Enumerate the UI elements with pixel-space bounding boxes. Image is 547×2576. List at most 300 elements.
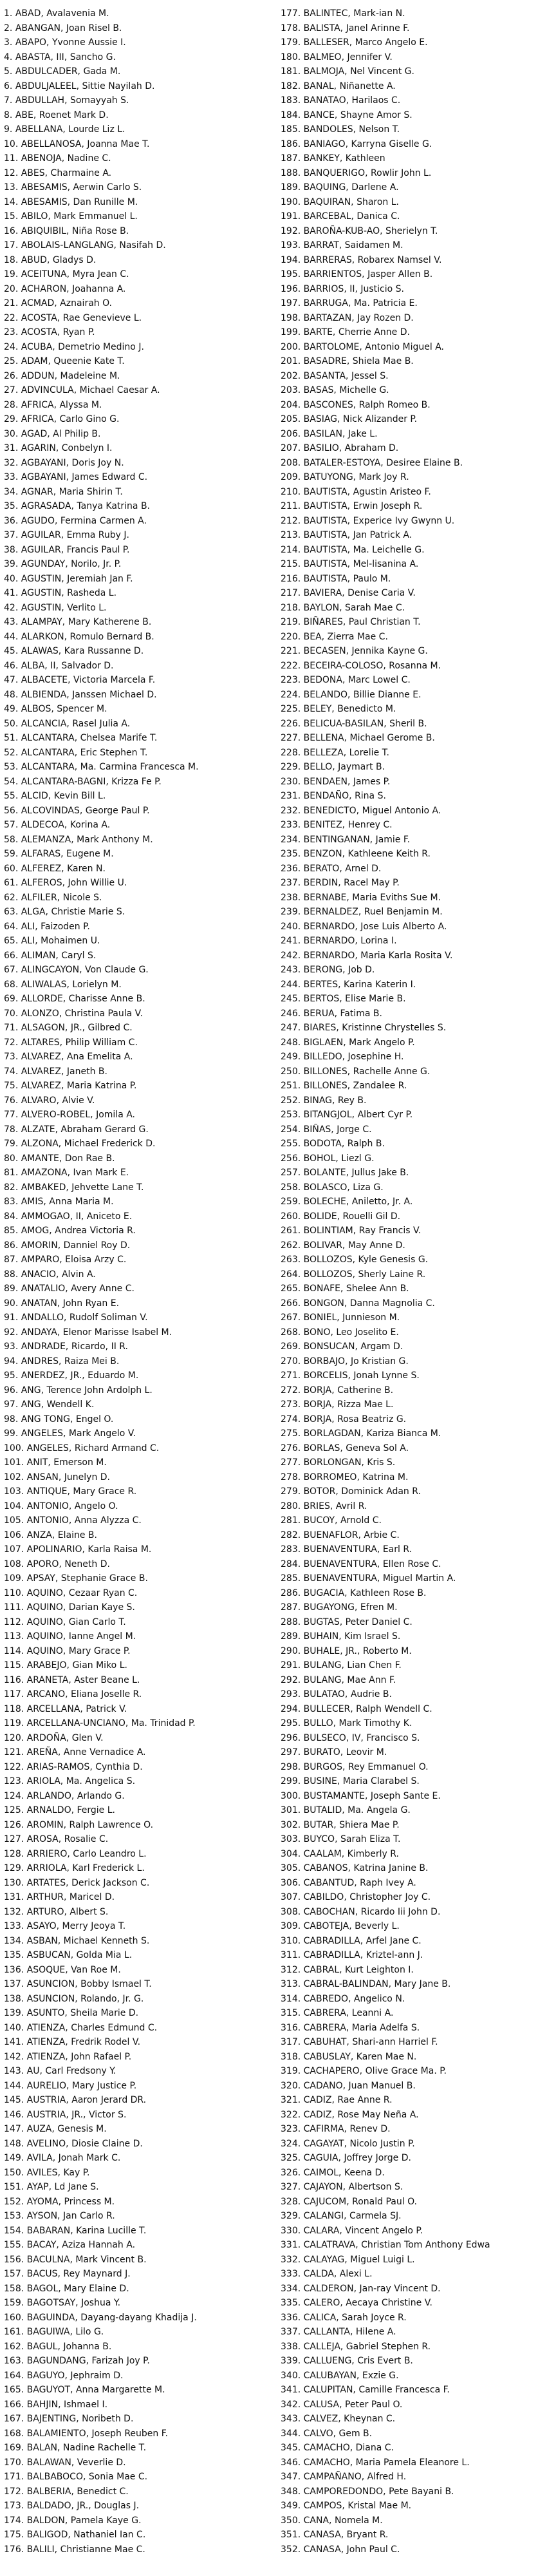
list-item — [4, 340, 274, 355]
list-item-name: AGNAR, Maria Shirin T. — [21, 486, 123, 497]
list-item-name: CALAYAG, Miguel Luigi L. — [303, 2254, 415, 2265]
list-item-number: 22 . — [4, 313, 21, 323]
list-item — [4, 441, 274, 456]
list-item-name: BAGOL, Mary Elaine D. — [26, 2283, 129, 2294]
list-item-name: ALI, Mohaimen U. — [21, 936, 100, 946]
list-item-name: ACOSTA, Rae Genevieve L. — [21, 312, 142, 323]
list-item — [281, 1963, 547, 1978]
list-item — [4, 1296, 274, 1311]
list-item — [4, 731, 274, 746]
list-item-number: 279 . — [281, 1486, 304, 1497]
list-item — [281, 514, 547, 529]
list-item-number: 121 . — [4, 1747, 27, 1757]
list-item-name: BELLENA, Michael Gerome B. — [303, 733, 435, 743]
list-item-name: ALCANTARA, Chelsea Marife T. — [21, 733, 158, 743]
list-item-number: 95 . — [4, 1370, 21, 1381]
list-item-number: 250 . — [281, 1066, 304, 1077]
list-item — [4, 1644, 274, 1659]
list-item-number: 321 . — [281, 2095, 304, 2105]
list-item-name: CALVEZ, Kheynan C. — [303, 2414, 396, 2424]
list-item-name: BINAG, Rey B. — [303, 1095, 367, 1106]
list-item-name: ABAPO, Yvonne Aussie I. — [15, 37, 126, 48]
list-item-name: ABILO, Mark Emmanuel L. — [21, 211, 138, 222]
list-item-name: ABESAMIS, Aerwin Carlo S. — [21, 182, 142, 193]
list-item-number: 340 . — [281, 2371, 304, 2381]
list-item-number: 5 . — [4, 66, 15, 77]
list-item — [281, 2108, 547, 2123]
list-item-name: BUSTAMANTE, Joseph Sante E. — [303, 1790, 441, 1801]
list-item — [4, 1513, 274, 1528]
list-item-name: ARNALDO, Fergie L. — [26, 1805, 115, 1815]
list-item — [281, 122, 547, 137]
list-item-number: 150 . — [4, 2168, 27, 2178]
list-item — [281, 1992, 547, 2007]
list-item — [281, 1716, 547, 1731]
list-item — [4, 630, 274, 645]
list-item-number: 222 . — [281, 661, 304, 671]
list-item-name: AGUILAR, Emma Ruby J. — [21, 530, 129, 540]
list-item-name: BIÑAS, Jorge C. — [303, 1124, 372, 1135]
list-item-name: BUSINE, Maria Clarabel S. — [303, 1776, 420, 1786]
list-item-number: 157 . — [4, 2269, 27, 2279]
list-item — [281, 1615, 547, 1630]
list-item — [281, 731, 547, 746]
list-item — [281, 1311, 547, 1325]
list-item — [4, 2296, 274, 2311]
list-item — [4, 2311, 274, 2325]
list-item-name: ACOSTA, Ryan P. — [21, 327, 95, 337]
list-item-number: 267 . — [281, 1312, 304, 1323]
list-item-name: BASILIO, Abraham D. — [303, 443, 399, 453]
list-item-name: BALAMIENTO, Joseph Reuben F. — [26, 2428, 168, 2439]
list-item — [4, 2224, 274, 2239]
list-item-number: 177 . — [281, 8, 304, 19]
list-item-number: 152 . — [4, 2197, 27, 2207]
list-item — [281, 325, 547, 340]
list-item-number: 35 . — [4, 501, 21, 511]
list-item-number: 305 . — [281, 1863, 304, 1873]
list-item-number: 109 . — [4, 1573, 27, 1584]
list-item-name: AGUILAR, Francis Paul P. — [21, 544, 130, 555]
list-item — [281, 789, 547, 804]
list-item-number: 117 . — [4, 1689, 27, 1700]
list-item-name: AROMIN, Ralph Lawrence O. — [26, 1819, 154, 1830]
list-item-number: 61 . — [4, 878, 21, 888]
list-item-name: BRIES, Avril R. — [303, 1501, 367, 1511]
list-item-name: CAGUIA, Joffrey Jorge D. — [303, 2153, 411, 2163]
list-item — [281, 630, 547, 645]
list-item-name: BENEDICTO, Miguel Antonio A. — [303, 805, 441, 816]
list-item-name: ALTARES, Philip William C. — [21, 1037, 138, 1048]
list-item-name: ANATAN, John Ryan E. — [21, 1298, 120, 1309]
list-item-number: 103 . — [4, 1486, 27, 1497]
list-item — [4, 1731, 274, 1746]
list-item — [4, 2035, 274, 2050]
list-item-name: BAQUING, Darlene A. — [303, 182, 399, 193]
list-item-name: CALVO, Gem B. — [303, 2428, 373, 2439]
list-item — [4, 2456, 274, 2470]
list-item — [281, 2427, 547, 2441]
list-item-name: CALUPITAN, Camille Francesca F. — [303, 2385, 450, 2395]
list-item-number: 101 . — [4, 1457, 27, 1468]
list-item-number: 346 . — [281, 2458, 304, 2468]
list-item-number: 3 . — [4, 37, 15, 48]
list-item-number: 11 . — [4, 153, 21, 164]
list-item-name: ALVAREZ, Ana Emelita A. — [21, 1052, 133, 1062]
list-item-number: 264 . — [281, 1269, 304, 1280]
list-item-number: 213 . — [281, 530, 304, 540]
list-item-name: ABAD, Avalavenia M. — [15, 8, 109, 19]
list-item-name: BENZON, Kathleene Keith R. — [303, 849, 431, 859]
list-item-number: 51 . — [4, 733, 21, 743]
list-item-name: ATIENZA, Charles Edmund C. — [26, 2022, 158, 2033]
list-item-name: BUENAVENTURA, Ellen Rose C. — [303, 1558, 441, 1569]
list-item-name: ARIOLA, Ma. Angelica S. — [26, 1776, 136, 1786]
list-item-name: BANAL, Niñanette A. — [303, 80, 396, 91]
list-item — [4, 1267, 274, 1282]
list-item — [4, 673, 274, 688]
list-item-number: 257 . — [281, 1168, 304, 1178]
list-item — [281, 673, 547, 688]
list-item — [281, 238, 547, 253]
name-list-left-column — [4, 6, 274, 2557]
list-item — [281, 2093, 547, 2108]
list-item — [281, 1977, 547, 1992]
list-item-name: AVILA, Jonah Mark C. — [26, 2153, 121, 2163]
list-item-number: 76 . — [4, 1095, 21, 1106]
list-item-name: CAJAYON, Albertson S. — [303, 2182, 403, 2192]
list-item-name: BOLLOZOS, Sherly Laine R. — [303, 1269, 426, 1280]
list-item-name: ANTONIO, Angelo O. — [26, 1501, 118, 1511]
list-item-name: CAMACHO, Maria Pamela Eleanore L. — [303, 2457, 470, 2468]
list-item-number: 143 . — [4, 2066, 27, 2076]
list-item — [281, 2050, 547, 2065]
list-item — [281, 1557, 547, 1572]
list-item-name: BANDOLES, Nelson T. — [303, 124, 400, 135]
list-item-name: BONIEL, Junnieson M. — [303, 1312, 400, 1323]
list-item-number: 182 . — [281, 81, 304, 91]
list-item-number: 225 . — [281, 704, 304, 714]
list-item — [4, 1340, 274, 1354]
list-item — [4, 2514, 274, 2528]
list-item-name: BURGOS, Rey Emmanuel O. — [303, 1761, 429, 1772]
list-item-number: 99 . — [4, 1428, 21, 1439]
list-item-name: AVELINO, Diosie Claine D. — [26, 2138, 143, 2149]
list-item — [4, 1311, 274, 1325]
list-item-name: BERATO, Arnel D. — [303, 863, 382, 874]
list-item-number: 43 . — [4, 617, 21, 627]
list-item-name: BALILI, Christianne Mae C. — [26, 2544, 145, 2555]
list-item — [4, 238, 274, 253]
list-item-name: BOLLOZOS, Kyle Genesis G. — [303, 1255, 429, 1265]
list-item-number: 233 . — [281, 820, 304, 830]
list-item-name: AYAP, Ld Jane S. — [26, 2182, 99, 2192]
list-item-number: 166 . — [4, 2400, 27, 2410]
list-item-number: 100 . — [4, 1443, 27, 1454]
list-item — [281, 572, 547, 587]
list-item — [281, 746, 547, 761]
list-item — [4, 1818, 274, 1833]
list-item-number: 6 . — [4, 81, 15, 91]
list-item-number: 327 . — [281, 2182, 304, 2192]
list-item-number: 20 . — [4, 284, 21, 294]
list-item-number: 159 . — [4, 2298, 27, 2308]
list-item-name: BALISTA, Janel Arinne F. — [303, 23, 410, 33]
list-item-number: 244 . — [281, 980, 304, 990]
list-item — [281, 427, 547, 442]
list-item-number: 158 . — [4, 2284, 27, 2294]
list-item-name: AMANTE, Don Rae B. — [21, 1153, 115, 1164]
list-item-name: BODOTA, Ralph B. — [303, 1139, 385, 1149]
list-item-number: 224 . — [281, 690, 304, 700]
list-item-number: 48 . — [4, 690, 21, 700]
list-item — [4, 775, 274, 790]
list-item-number: 126 . — [4, 1820, 27, 1830]
list-item-number: 140 . — [4, 2023, 27, 2033]
list-item-number: 218 . — [281, 603, 304, 613]
list-item-name: BAUTISTA, Jan Patrick A. — [303, 530, 413, 540]
list-item-number: 345 . — [281, 2443, 304, 2453]
list-item-name: BOLANTE, Jullus Jake B. — [303, 1168, 409, 1178]
list-item — [281, 93, 547, 108]
list-item — [281, 1542, 547, 1557]
list-item — [281, 615, 547, 630]
list-item-number: 14 . — [4, 197, 21, 207]
list-item-number: 255 . — [281, 1139, 304, 1149]
list-item — [281, 1151, 547, 1166]
list-item — [281, 398, 547, 413]
list-item — [4, 1108, 274, 1122]
list-item — [281, 2006, 547, 2021]
list-item — [4, 659, 274, 674]
list-item — [4, 1065, 274, 1079]
list-item — [4, 1876, 274, 1891]
list-item-number: 148 . — [4, 2139, 27, 2149]
list-item-number: 290 . — [281, 1646, 304, 1656]
list-item — [4, 1224, 274, 1238]
list-item-number: 337 . — [281, 2327, 304, 2337]
list-item-name: CAALAM, Kimberly R. — [303, 1848, 399, 1859]
list-item-number: 53 . — [4, 762, 21, 772]
list-item-number: 199 . — [281, 327, 304, 337]
list-item-number: 216 . — [281, 574, 304, 584]
list-item — [281, 818, 547, 833]
list-item-number: 184 . — [281, 110, 304, 120]
list-item-number: 74 . — [4, 1066, 21, 1077]
list-item-name: ANACIO, Alvin A. — [21, 1269, 96, 1280]
list-item-number: 176 . — [4, 2544, 27, 2555]
list-item — [281, 1340, 547, 1354]
list-item — [4, 702, 274, 717]
list-item — [4, 166, 274, 181]
list-item — [281, 1687, 547, 1702]
list-item-name: ACUBA, Demetrio Medino J. — [21, 341, 144, 352]
list-item-name: BORJA, Catherine B. — [303, 1385, 394, 1396]
list-item-number: 113 . — [4, 1631, 27, 1642]
list-item — [4, 543, 274, 558]
list-item — [4, 1195, 274, 1209]
list-item-name: ALVARO, Alvie V. — [21, 1095, 95, 1106]
list-item-number: 171 . — [4, 2472, 27, 2482]
list-item — [4, 1368, 274, 1383]
list-item-name: ARTATES, Derick Jackson C. — [26, 1877, 150, 1888]
list-item-number: 75 . — [4, 1081, 21, 1091]
list-item-number: 39 . — [4, 559, 21, 569]
list-item-number: 287 . — [281, 1602, 304, 1613]
list-item-name: AGAD, Al Philip B. — [21, 428, 101, 439]
list-item-name: ANATALIO, Avery Anne C. — [21, 1283, 134, 1294]
list-item — [281, 2195, 547, 2210]
list-item — [281, 1209, 547, 1224]
list-item-name: CALATRAVA, Christian Tom Anthony Edwa — [303, 2240, 490, 2250]
list-item — [281, 2354, 547, 2369]
list-item-name: CABRERA, Leanni A. — [303, 2008, 394, 2018]
list-item — [281, 1137, 547, 1151]
list-item — [4, 1470, 274, 1485]
list-item-number: 137 . — [4, 1979, 27, 1989]
list-item — [4, 1383, 274, 1398]
list-item-number: 261 . — [281, 1226, 304, 1236]
list-item — [281, 1368, 547, 1383]
list-item-number: 189 . — [281, 182, 304, 193]
list-item — [4, 1499, 274, 1514]
list-item — [4, 2093, 274, 2108]
list-item — [4, 1905, 274, 1920]
list-item-name: CABUHAT, Shari-ann Harriel F. — [303, 2037, 438, 2047]
list-item-number: 303 . — [281, 1834, 304, 1844]
list-item — [4, 586, 274, 601]
list-item — [281, 644, 547, 659]
list-item — [4, 1412, 274, 1427]
list-item-name: BACUS, Rey Maynard J. — [26, 2269, 131, 2279]
list-item-number: 308 . — [281, 1907, 304, 1917]
list-item-number: 129 . — [4, 1863, 27, 1873]
list-item — [4, 151, 274, 166]
list-item-name: AU, Carl Fredsony Y. — [26, 2066, 116, 2076]
list-item-number: 262 . — [281, 1240, 304, 1251]
list-item-number: 44 . — [4, 632, 21, 642]
list-item-number: 254 . — [281, 1124, 304, 1135]
list-item-name: ADVINCULA, Michael Caesar A. — [21, 385, 160, 395]
list-item-number: 342 . — [281, 2400, 304, 2410]
list-item-name: BUENAVENTURA, Miguel Martin A. — [303, 1573, 456, 1584]
list-item — [4, 862, 274, 876]
list-item — [4, 2485, 274, 2499]
list-item — [4, 1354, 274, 1369]
list-item-name: BULLECER, Ralph Wendell C. — [303, 1703, 432, 1714]
list-item-name: BARRERAS, Robarex Namsel V. — [303, 254, 442, 265]
list-item-number: 202 . — [281, 371, 304, 381]
list-item — [281, 1094, 547, 1108]
list-item-name: CABANOS, Katrina Janine B. — [303, 1863, 429, 1873]
list-item — [281, 862, 547, 876]
list-item-number: 347 . — [281, 2472, 304, 2482]
list-item — [4, 1180, 274, 1195]
list-item — [4, 1948, 274, 1963]
list-item-number: 135 . — [4, 1950, 27, 1960]
list-item — [281, 1383, 547, 1398]
list-item-number: 47 . — [4, 675, 21, 685]
list-item-number: 77 . — [4, 1110, 21, 1120]
list-item-name: BIÑARES, Paul Christian T. — [303, 617, 421, 627]
list-item-number: 351 . — [281, 2530, 304, 2540]
list-item — [281, 1007, 547, 1021]
list-item-number: 116 . — [4, 1675, 27, 1685]
list-item — [4, 2267, 274, 2282]
list-item-number: 243 . — [281, 965, 304, 975]
list-item-number: 125 . — [4, 1805, 27, 1815]
list-item — [4, 1629, 274, 1644]
list-item — [4, 572, 274, 587]
list-item-number: 211 . — [281, 501, 304, 511]
list-item — [4, 267, 274, 282]
list-item-name: ALZATE, Abraham Gerard G. — [21, 1124, 149, 1135]
list-item — [281, 1702, 547, 1717]
list-item-name: CABOCHAN, Ricardo Iii John D. — [303, 1906, 441, 1917]
list-item — [281, 499, 547, 514]
list-item — [281, 2035, 547, 2050]
list-item — [281, 151, 547, 166]
list-item-name: ATIENZA, John Rafael P. — [26, 2051, 132, 2062]
list-item-number: 226 . — [281, 719, 304, 729]
list-item — [4, 2543, 274, 2557]
list-item — [281, 2514, 547, 2528]
list-item-name: BATUYONG, Mark Joy R. — [303, 472, 409, 482]
list-item-number: 94 . — [4, 1356, 21, 1367]
list-item — [4, 354, 274, 369]
list-item — [281, 1832, 547, 1847]
list-item — [281, 383, 547, 398]
list-item — [4, 2470, 274, 2485]
list-item-number: 241 . — [281, 936, 304, 946]
list-item-number: 144 . — [4, 2081, 27, 2091]
list-item-name: ALSAGON, JR., Gilbred C. — [21, 1023, 133, 1033]
list-item-number: 190 . — [281, 197, 304, 207]
list-item-name: BAJENTING, Noribeth D. — [26, 2414, 134, 2424]
list-item — [281, 35, 547, 50]
list-item-name: AQUINO, Darian Kaye S. — [26, 1602, 135, 1613]
list-item — [4, 79, 274, 94]
list-item-name: ALCANTARA, Eric Stephen T. — [21, 747, 148, 758]
list-item-number: 234 . — [281, 835, 304, 845]
list-item — [4, 2528, 274, 2543]
list-item — [4, 2006, 274, 2021]
list-item — [281, 717, 547, 732]
list-item-number: 141 . — [4, 2037, 27, 2047]
list-item-name: ABASTA, III, Sancho G. — [15, 52, 116, 62]
list-item — [4, 2499, 274, 2514]
list-item-number: 175 . — [4, 2530, 27, 2540]
list-item — [4, 2137, 274, 2152]
list-item-name: AGBAYANI, Doris Joy N. — [21, 457, 124, 468]
list-item-number: 49 . — [4, 704, 21, 714]
list-item-name: CALLUENG, Cris Evert B. — [303, 2356, 413, 2366]
list-item-name: CANASA, John Paul C. — [303, 2544, 400, 2555]
list-item — [4, 209, 274, 224]
list-item-number: 220 . — [281, 632, 304, 642]
list-item-number: 119 . — [4, 1718, 27, 1728]
list-item-name: BALMEO, Jennifer V. — [303, 52, 393, 62]
list-item-name: ALCID, Kevin Bill L. — [21, 791, 106, 801]
list-item-number: 230 . — [281, 777, 304, 787]
list-item-name: ALIMAN, Caryl S. — [21, 950, 97, 961]
list-item — [4, 2064, 274, 2079]
list-item — [4, 1455, 274, 1470]
list-item — [281, 1122, 547, 1137]
list-item-name: BASILAN, Jake L. — [303, 428, 378, 439]
list-item — [281, 2064, 547, 2079]
list-item-name: BAGUYOT, Anna Margarette M. — [26, 2385, 165, 2395]
